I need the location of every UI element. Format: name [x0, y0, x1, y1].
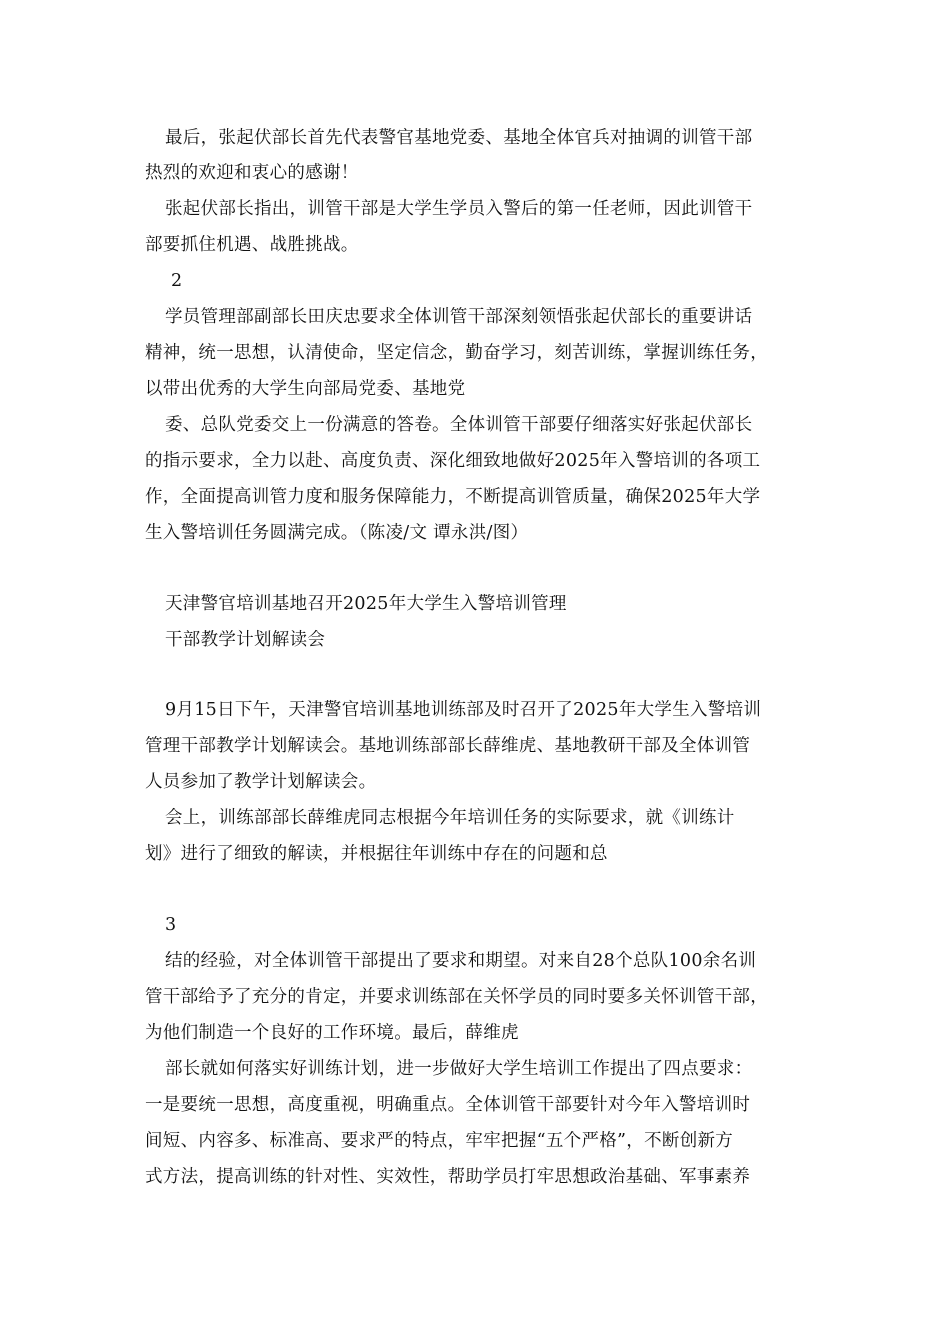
paragraph-line: 作，全面提高训管力度和服务保障能力，不断提高训管质量，确保2025年大学	[145, 487, 761, 507]
paragraph-line: 式方法，提高训练的针对性、实效性，帮助学员打牢思想政治基础、军事素养	[145, 1167, 751, 1187]
paragraph-line: 以带出优秀的大学生向部局党委、基地党	[145, 379, 466, 399]
paragraph-line: 人员参加了教学计划解读会。	[145, 772, 377, 792]
paragraph-line: 学员管理部副部长田庆忠要求全体训管干部深刻领悟张起伏部长的重要讲话	[165, 307, 753, 327]
paragraph-line: 管理干部教学计划解读会。基地训练部部长薛维虎、基地教研干部及全体训管	[145, 736, 751, 756]
paragraph-line: 张起伏部长指出，训管干部是大学生学员入警后的第一任老师，因此训管干	[165, 199, 753, 219]
paragraph-line: 的指示要求，全力以赴、高度负责、深化细致地做好2025年入警培训的各项工	[145, 451, 761, 471]
paragraph-line: 结的经验，对全体训管干部提出了要求和期望。对来自28个总队100余名训	[165, 951, 757, 971]
paragraph-line: 划》进行了细致的解读，并根据往年训练中存在的问题和总	[145, 844, 608, 864]
article-title: 干部教学计划解读会	[165, 630, 326, 650]
paragraph-line: 一是要统一思想，高度重视，明确重点。全体训管干部要针对今年入警培训时	[145, 1095, 751, 1115]
page-number: 3	[165, 915, 177, 935]
paragraph-line: 部长就如何落实好训练计划，进一步做好大学生培训工作提出了四点要求：	[165, 1059, 753, 1079]
paragraph-line: 间短、内容多、标准高、要求严的特点，牢牢把握“五个严格”，不断创新方	[145, 1131, 734, 1151]
paragraph-line: 最后，张起伏部长首先代表警官基地党委、基地全体官兵对抽调的训管干部	[165, 128, 753, 148]
paragraph-line: 为他们制造一个良好的工作环境。最后，薛维虎	[145, 1023, 519, 1043]
paragraph-line: 精神，统一思想，认清使命，坚定信念，勤奋学习，刻苦训练，掌握训练任务，	[145, 343, 768, 363]
paragraph-line: 热烈的欢迎和衷心的感谢！	[145, 163, 359, 183]
paragraph-line: 生入警培训任务圆满完成。（陈凌/文 谭永洪/图）	[145, 523, 529, 543]
paragraph-line: 管干部给予了充分的肯定，并要求训练部在关怀学员的同时要多关怀训管干部，	[145, 987, 768, 1007]
page-number: 2	[171, 271, 183, 291]
paragraph-line: 9月15日下午，天津警官培训基地训练部及时召开了2025年大学生入警培训	[165, 700, 762, 720]
paragraph-line: 委、总队党委交上一份满意的答卷。全体训管干部要仔细落实好张起伏部长	[165, 415, 753, 435]
article-title: 天津警官培训基地召开2025年大学生入警培训管理	[165, 594, 567, 614]
paragraph-line: 部要抓住机遇、战胜挑战。	[145, 235, 359, 255]
paragraph-line: 会上，训练部部长薛维虎同志根据今年培训任务的实际要求，就《训练计	[165, 808, 735, 828]
